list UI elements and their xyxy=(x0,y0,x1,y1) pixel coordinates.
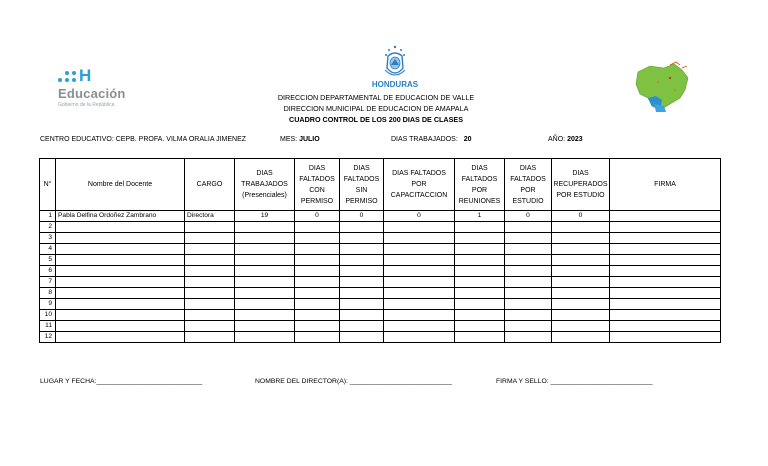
table-cell xyxy=(56,310,185,321)
header-cell: DIAS TRABAJADOS (Presenciales) xyxy=(235,159,295,211)
table-cell xyxy=(56,255,185,266)
signature-cell xyxy=(610,244,721,255)
table-cell xyxy=(455,288,505,299)
table-cell xyxy=(56,299,185,310)
table-cell xyxy=(384,310,455,321)
coat-of-arms-icon xyxy=(380,44,410,82)
table-cell xyxy=(455,233,505,244)
table-cell xyxy=(340,255,384,266)
table-cell xyxy=(56,277,185,288)
table-cell xyxy=(340,321,384,332)
table-row xyxy=(40,288,721,299)
mes-field xyxy=(280,136,320,143)
centro-educativo: CENTRO EDUCATIVO: CEPB. PROFA. VILMA ORALIA JIMENEZ xyxy=(40,136,247,143)
table-cell: 12 xyxy=(40,332,56,343)
signature-cell xyxy=(610,321,721,332)
table-cell xyxy=(295,244,340,255)
table-cell xyxy=(505,233,552,244)
heading-line-3: CUADRO CONTROL DE LOS 200 DIAS DE CLASES xyxy=(289,115,463,124)
table-cell xyxy=(235,233,295,244)
header-cell: FIRMA xyxy=(610,159,721,211)
table-cell xyxy=(235,255,295,266)
table-cell: 6 xyxy=(40,266,56,277)
director-name-field: NOMBRE DEL DIRECTOR(A): ___________________________ xyxy=(255,378,452,385)
header-cell: N° xyxy=(40,159,56,211)
table-row xyxy=(40,299,721,310)
signature-cell xyxy=(610,266,721,277)
table-row xyxy=(40,321,721,332)
firma-sello-field: FIRMA Y SELLO: ___________________________ xyxy=(496,378,653,385)
table-cell xyxy=(384,255,455,266)
table-cell xyxy=(384,244,455,255)
table-cell xyxy=(340,299,384,310)
table-cell xyxy=(185,233,235,244)
header-row xyxy=(40,159,721,211)
table-cell: 2 xyxy=(40,222,56,233)
table-cell xyxy=(56,288,185,299)
table-cell xyxy=(552,299,610,310)
table-cell xyxy=(235,310,295,321)
table-cell: 0 xyxy=(340,211,384,222)
table-cell xyxy=(295,277,340,288)
table-cell xyxy=(235,266,295,277)
table-cell xyxy=(384,222,455,233)
signature-cell xyxy=(610,277,721,288)
table-cell xyxy=(505,299,552,310)
table-row xyxy=(40,277,721,288)
mes-value: JULIO xyxy=(299,136,320,143)
logo-letter: H xyxy=(79,66,92,85)
anio-value: 2023 xyxy=(567,136,583,143)
signature-cell xyxy=(610,222,721,233)
table-cell xyxy=(455,266,505,277)
table-cell xyxy=(552,332,610,343)
table-cell xyxy=(185,332,235,343)
dias-label: DIAS TRABAJADOS: xyxy=(391,136,458,143)
table-cell: 10 xyxy=(40,310,56,321)
table-cell xyxy=(455,255,505,266)
table-cell xyxy=(552,222,610,233)
table-cell: 1 xyxy=(40,211,56,222)
table-cell xyxy=(295,266,340,277)
table-cell xyxy=(295,233,340,244)
table-row xyxy=(40,255,721,266)
table-cell xyxy=(185,222,235,233)
table-cell: 7 xyxy=(40,277,56,288)
signature-cell xyxy=(610,310,721,321)
table-cell xyxy=(235,321,295,332)
table-cell xyxy=(384,266,455,277)
table-cell: 0 xyxy=(505,211,552,222)
logo-brand: Educación xyxy=(58,86,126,101)
table-cell xyxy=(455,277,505,288)
table-cell xyxy=(185,266,235,277)
table-cell xyxy=(505,332,552,343)
signature-cell xyxy=(610,299,721,310)
dias-value: 20 xyxy=(463,136,472,143)
table-cell xyxy=(185,255,235,266)
table-cell xyxy=(235,299,295,310)
table-cell xyxy=(340,332,384,343)
table-cell xyxy=(455,332,505,343)
signature-cell xyxy=(610,233,721,244)
table-cell xyxy=(505,321,552,332)
header-cell: DIAS FALTADOS CON PERMISO xyxy=(295,159,340,211)
table-row xyxy=(40,332,721,343)
anio-field xyxy=(548,136,583,143)
table-cell xyxy=(455,299,505,310)
table-cell xyxy=(295,299,340,310)
table-cell: 0 xyxy=(295,211,340,222)
table-cell xyxy=(384,277,455,288)
table-cell xyxy=(384,288,455,299)
header-cell: DIAS FALTADOS POR REUNIONES xyxy=(455,159,505,211)
table-cell: Pabla Delfina Ordoñez Zambrano xyxy=(56,211,185,222)
dots-icon xyxy=(58,71,76,82)
table-cell xyxy=(505,310,552,321)
table-cell xyxy=(505,255,552,266)
table-cell xyxy=(505,288,552,299)
table-cell xyxy=(295,332,340,343)
table-cell xyxy=(295,321,340,332)
dias-trabajados-field xyxy=(391,136,472,143)
signature-cell xyxy=(610,332,721,343)
table-row xyxy=(40,310,721,321)
table-cell: 11 xyxy=(40,321,56,332)
table-cell xyxy=(455,321,505,332)
heading-line-2: DIRECCION MUNICIPAL DE EDUCACION DE AMAPALA xyxy=(283,104,469,113)
table-cell xyxy=(340,288,384,299)
table-cell: Directora xyxy=(185,211,235,222)
table-cell xyxy=(295,222,340,233)
table-cell xyxy=(56,222,185,233)
table-cell xyxy=(552,233,610,244)
header-cell: DIAS FALTADOS SIN PERMISO xyxy=(340,159,384,211)
table-cell: 3 xyxy=(40,233,56,244)
table-cell xyxy=(295,288,340,299)
table-cell xyxy=(552,310,610,321)
signature-cell xyxy=(610,255,721,266)
table-cell xyxy=(235,277,295,288)
signature-cell xyxy=(610,211,721,222)
table-cell xyxy=(552,321,610,332)
table-cell xyxy=(185,244,235,255)
table-cell xyxy=(340,266,384,277)
table-row xyxy=(40,266,721,277)
table-cell xyxy=(185,299,235,310)
table-cell xyxy=(505,222,552,233)
table-cell: 0 xyxy=(552,211,610,222)
table-cell xyxy=(185,310,235,321)
table-cell xyxy=(56,244,185,255)
table-row xyxy=(40,233,721,244)
table-cell xyxy=(340,310,384,321)
table-cell xyxy=(552,277,610,288)
table-cell xyxy=(56,233,185,244)
table-cell xyxy=(56,332,185,343)
table-cell xyxy=(455,222,505,233)
table-cell xyxy=(185,321,235,332)
mes-label: MES: xyxy=(280,136,298,143)
heading-line-1: DIRECCION DEPARTAMENTAL DE EDUCACION DE VALLE xyxy=(277,93,475,102)
table-cell xyxy=(505,244,552,255)
table-cell xyxy=(56,321,185,332)
table-cell xyxy=(505,277,552,288)
table-cell xyxy=(552,288,610,299)
table-cell xyxy=(295,255,340,266)
logo-subtitle: Gobierno de la República xyxy=(58,102,115,108)
header-cell: CARGO xyxy=(185,159,235,211)
table-cell: 19 xyxy=(235,211,295,222)
table-cell xyxy=(56,266,185,277)
control-table xyxy=(39,158,721,343)
table-cell xyxy=(340,222,384,233)
table-cell: 0 xyxy=(384,211,455,222)
header-cell: DIAS RECUPERADOS POR ESTUDIO xyxy=(552,159,610,211)
table-cell: 5 xyxy=(40,255,56,266)
header-cell: Nombre del Docente xyxy=(56,159,185,211)
table-cell xyxy=(455,244,505,255)
table-row xyxy=(40,222,721,233)
header-cell: DIAS FALTADOS POR CAPACITACCION xyxy=(384,159,455,211)
table-cell xyxy=(455,310,505,321)
table-cell xyxy=(235,244,295,255)
table-cell xyxy=(384,332,455,343)
signature-cell xyxy=(610,288,721,299)
anio-label: AÑO: xyxy=(548,136,566,143)
table-row xyxy=(40,211,721,222)
table-cell xyxy=(505,266,552,277)
header-cell: DIAS FALTADOS POR ESTUDIO xyxy=(505,159,552,211)
emblem-label: HONDURAS xyxy=(371,80,419,89)
table-cell xyxy=(340,244,384,255)
table-cell xyxy=(185,277,235,288)
table-row xyxy=(40,244,721,255)
lugar-fecha-field: LUGAR Y FECHA:____________________________ xyxy=(40,378,203,385)
table-cell xyxy=(340,277,384,288)
table-cell: 8 xyxy=(40,288,56,299)
table-cell xyxy=(384,233,455,244)
table-cell: 9 xyxy=(40,299,56,310)
table-cell xyxy=(552,266,610,277)
table-cell xyxy=(185,288,235,299)
table-cell xyxy=(235,288,295,299)
table-cell xyxy=(384,321,455,332)
table-cell: 1 xyxy=(455,211,505,222)
table-cell: 4 xyxy=(40,244,56,255)
table-cell xyxy=(552,255,610,266)
table-cell xyxy=(235,222,295,233)
table-cell xyxy=(552,244,610,255)
table-cell xyxy=(295,310,340,321)
table-cell xyxy=(340,233,384,244)
table-cell xyxy=(235,332,295,343)
table-cell xyxy=(384,299,455,310)
